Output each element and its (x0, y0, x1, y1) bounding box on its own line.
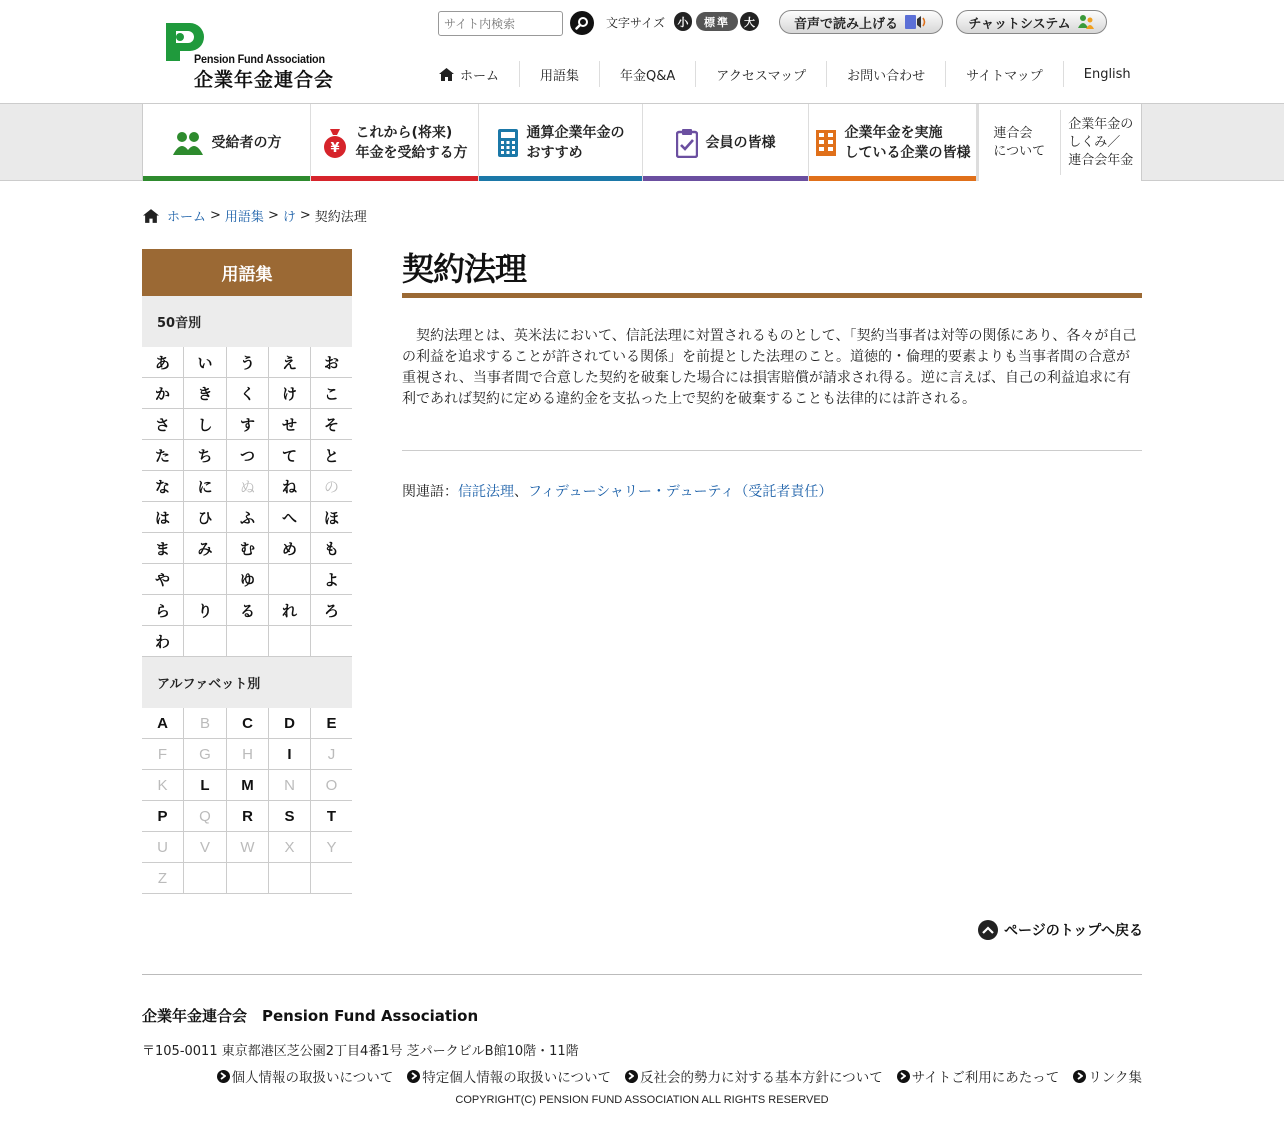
nav-glossary[interactable]: 用語集 (519, 61, 599, 87)
kana-index-heading: 50音別 (142, 296, 352, 347)
alphabet-index-cell[interactable]: A (142, 708, 183, 739)
alphabet-index-cell: H (226, 739, 268, 770)
logo-english-text: Pension Fund Association (194, 52, 325, 66)
related-term-link[interactable]: 信託法理 (458, 484, 514, 500)
kana-index-cell[interactable]: や (142, 564, 183, 595)
kana-index-cell[interactable]: よ (310, 564, 352, 595)
alphabet-index-cell[interactable]: I (268, 739, 310, 770)
breadcrumb-separator: > (299, 208, 311, 223)
kana-index-cell[interactable]: ろ (310, 595, 352, 626)
alphabet-index-cell: N (268, 770, 310, 801)
alphabet-index-cell: Y (310, 832, 352, 863)
main-content (402, 249, 1142, 501)
alphabet-index-empty-cell (226, 863, 268, 894)
kana-index-empty-cell (268, 626, 310, 657)
people-icon (172, 130, 204, 156)
footer-link-label: サイトご利用にあたって (911, 1070, 1060, 1086)
kana-index-cell[interactable]: え (268, 347, 310, 378)
font-size-small-button[interactable]: 小 (674, 12, 692, 31)
alphabet-index-cell: Z (142, 863, 183, 894)
kana-index-cell[interactable]: む (226, 533, 268, 564)
alphabet-index-cell: B (183, 708, 226, 739)
related-terms-separator: 、 (514, 484, 528, 500)
alphabet-index-empty-cell (268, 863, 310, 894)
page-top-link[interactable] (978, 920, 1143, 940)
alphabet-index-cell[interactable]: C (226, 708, 268, 739)
alphabet-index-cell[interactable]: S (268, 801, 310, 832)
alphabet-index-cell: Q (183, 801, 226, 832)
speaker-icon (904, 13, 928, 31)
footer-link-label: 特定個人情報の取扱いについて (422, 1070, 611, 1086)
footer-link-label: リンク集 (1088, 1070, 1142, 1086)
category-tsusan-pension[interactable] (478, 104, 642, 181)
kana-index-cell[interactable]: く (226, 378, 268, 409)
alphabet-index-cell[interactable]: R (226, 801, 268, 832)
chevron-right-icon (1073, 1070, 1086, 1083)
footer-link-specific-privacy[interactable] (407, 1066, 611, 1086)
building-icon (815, 129, 837, 157)
category-future-recipients[interactable] (310, 104, 478, 181)
kana-index-cell[interactable]: な (142, 471, 183, 502)
alphabet-index-cell[interactable]: T (310, 801, 352, 832)
category-color-bar (809, 176, 976, 181)
footer-address: 〒105-0011 東京都港区芝公園2丁目4番1号 芝パークビルB館10階・11階 (142, 1044, 579, 1059)
alphabet-index-cell: U (142, 832, 183, 863)
kana-index-cell[interactable]: ち (183, 440, 226, 471)
category-navigation (0, 104, 1284, 181)
kana-index-cell[interactable]: う (226, 347, 268, 378)
home-icon (439, 68, 454, 81)
kana-index-cell[interactable]: き (183, 378, 226, 409)
breadcrumb-separator: > (210, 208, 221, 223)
kana-index-cell[interactable]: み (183, 533, 226, 564)
alphabet-index-cell: V (183, 832, 226, 863)
related-term-link[interactable]: フィデューシャリー・デューティ（受託者責任） (528, 484, 833, 500)
site-search-input[interactable] (438, 11, 563, 36)
nav-home[interactable] (423, 61, 519, 87)
category-color-bar (311, 176, 478, 181)
alphabet-index-cell: O (310, 770, 352, 801)
kana-index-empty-cell (226, 626, 268, 657)
kana-index-cell[interactable]: も (310, 533, 352, 564)
category-future-recipients-label: これから(将来) 年金を受給する方 (355, 124, 468, 161)
footer-link-privacy[interactable] (217, 1066, 394, 1086)
kana-index-cell[interactable]: そ (310, 409, 352, 440)
kana-index-cell[interactable]: め (268, 533, 310, 564)
category-recipients[interactable] (142, 104, 310, 181)
divider (402, 450, 1142, 451)
breadcrumb-current: 契約法理 (314, 210, 367, 225)
alphabet-index-empty-cell (310, 863, 352, 894)
kana-index-cell[interactable]: に (183, 471, 226, 502)
nav-sitemap[interactable]: サイトマップ (945, 61, 1063, 87)
site-header (0, 0, 1284, 104)
page-top-label: ページのトップへ戻る (1004, 923, 1144, 939)
kana-index-empty-cell (183, 564, 226, 595)
category-members-label: 会員の皆様 (705, 134, 776, 151)
kana-index-cell: の (310, 471, 352, 502)
font-size-large-button[interactable]: 大 (740, 12, 759, 31)
kana-index-cell[interactable]: と (310, 440, 352, 471)
category-color-bar (479, 176, 642, 181)
breadcrumb-letter[interactable]: け (282, 210, 296, 225)
category-companies-label: 企業年金を実施 している企業の皆様 (844, 124, 971, 161)
related-terms-label: 関連語： (402, 484, 458, 500)
font-size-label: 文字サイズ (606, 16, 666, 30)
chevron-right-icon (217, 1070, 230, 1083)
alphabet-index-cell[interactable]: E (310, 708, 352, 739)
chevron-up-icon (978, 920, 998, 940)
kana-index-cell[interactable]: し (183, 409, 226, 440)
kana-index-cell[interactable]: ら (142, 595, 183, 626)
kana-index-cell[interactable]: ま (142, 533, 183, 564)
pension-system-link[interactable]: 企業年金の しくみ／ 連合会年金 (1060, 110, 1142, 175)
alphabet-index-cell[interactable]: P (142, 801, 183, 832)
money-bag-icon (322, 127, 348, 159)
alphabet-index-cell: F (142, 739, 183, 770)
logo-japanese-text: 企業年金連合会 (194, 69, 335, 91)
breadcrumb-separator: > (267, 208, 279, 223)
kana-index-cell[interactable]: つ (226, 440, 268, 471)
search-icon (575, 16, 589, 30)
svg-text:¥: ¥ (329, 140, 340, 156)
footer-links (217, 1066, 1143, 1086)
kana-index-cell[interactable]: こ (310, 378, 352, 409)
kana-index-cell[interactable]: ほ (310, 502, 352, 533)
kana-index-cell[interactable]: さ (142, 409, 183, 440)
alphabet-index-heading: アルファベット別 (142, 657, 352, 708)
related-terms (402, 481, 1142, 501)
kana-index-cell[interactable]: へ (268, 502, 310, 533)
kana-index-cell[interactable]: れ (268, 595, 310, 626)
kana-index-cell[interactable]: か (142, 378, 183, 409)
about-association-link[interactable]: 連合会 について (993, 125, 1046, 159)
kana-index-cell[interactable]: は (142, 502, 183, 533)
category-color-bar (143, 176, 310, 181)
category-color-bar (643, 176, 808, 181)
kana-index-cell[interactable]: ね (268, 471, 310, 502)
page-title: 契約法理 (402, 249, 1142, 298)
alphabet-index-cell[interactable]: M (226, 770, 268, 801)
nav-english[interactable]: English (1063, 61, 1149, 87)
glossary-sidebar (142, 249, 352, 894)
footer-link-terms[interactable] (897, 1066, 1060, 1086)
alphabet-index-cell: J (310, 739, 352, 770)
alphabet-index-cell: W (226, 832, 268, 863)
alphabet-index-cell[interactable]: D (268, 708, 310, 739)
category-companies[interactable] (808, 104, 976, 181)
kana-index-cell[interactable]: け (268, 378, 310, 409)
kana-index-cell: ぬ (226, 471, 268, 502)
footer-link-label: 反社会的勢力に対する基本方針について (639, 1070, 883, 1086)
footer-link-antisocial-policy[interactable] (625, 1066, 883, 1086)
copyright: COPYRIGHT(C) PENSION FUND ASSOCIATION ALL RIGHTS RESERVED (455, 1094, 829, 1106)
voice-reader-label: 音声で読み上げる (793, 16, 898, 32)
category-tsusan-pension-label: 通算企業年金の おすすめ (526, 124, 625, 161)
chevron-right-icon (897, 1070, 910, 1083)
site-logo[interactable] (162, 19, 342, 89)
nav-contact[interactable]: お問い合わせ (826, 61, 945, 87)
nav-home-label: ホーム (460, 68, 500, 84)
kana-index-cell[interactable]: わ (142, 626, 183, 657)
nav-qa[interactable]: 年金Q&A (599, 61, 695, 87)
kana-index-cell[interactable]: す (226, 409, 268, 440)
category-members[interactable] (642, 104, 808, 181)
alphabet-index-cell[interactable]: L (183, 770, 226, 801)
kana-index-cell[interactable]: ひ (183, 502, 226, 533)
breadcrumb-glossary[interactable]: 用語集 (224, 210, 264, 225)
top-navigation (423, 60, 1149, 88)
kana-index-cell[interactable]: い (183, 347, 226, 378)
alphabet-index-grid (142, 708, 352, 894)
kana-index-empty-cell (183, 626, 226, 657)
chat-system-label: チャットシステム (968, 16, 1071, 32)
chat-system-button[interactable] (956, 10, 1107, 34)
sidebar-title: 用語集 (142, 249, 352, 296)
kana-index-cell[interactable]: ゆ (226, 564, 268, 595)
footer-divider (142, 974, 1142, 975)
footer-link-label: 個人情報の取扱いについて (231, 1070, 394, 1086)
kana-index-cell[interactable]: て (268, 440, 310, 471)
kana-index-empty-cell (268, 564, 310, 595)
category-side-links (976, 104, 1142, 181)
home-icon (143, 209, 159, 223)
kana-index-cell[interactable]: せ (268, 409, 310, 440)
alphabet-index-cell: G (183, 739, 226, 770)
category-recipients-label: 受給者の方 (211, 134, 282, 151)
term-definition: 契約法理とは、英米法において、信託法理に対置されるものとして、「契約当事者は対等の関係にあり、各々が自己の利益を追求することが許されている関係」を前提とした法理のこと。道徳的・倫理的要素よりも当事者間の合意が重視され、当事者間で合意した契約を破棄した場合には損害賠償が請求され得る。逆に言えば、自己の利益追求に有利であれば契約に定める違約金を支払った上で契約を破棄することも法律的には許される。 (402, 328, 1137, 407)
kana-index-cell[interactable]: る (226, 595, 268, 626)
kana-index-cell[interactable]: た (142, 440, 183, 471)
alphabet-index-empty-cell (183, 863, 226, 894)
alphabet-index-cell: K (142, 770, 183, 801)
kana-index-cell[interactable]: お (310, 347, 352, 378)
kana-index-grid (142, 347, 352, 657)
breadcrumb-home[interactable]: ホーム (167, 210, 207, 225)
footer-org-name: 企業年金連合会 Pension Fund Association (142, 1007, 479, 1025)
kana-index-empty-cell (310, 626, 352, 657)
font-size-standard-button[interactable]: 標準 (696, 12, 738, 31)
search-button[interactable] (570, 11, 594, 35)
chevron-right-icon (407, 1070, 420, 1083)
kana-index-cell[interactable]: り (183, 595, 226, 626)
breadcrumb (143, 206, 367, 225)
nav-access-map[interactable]: アクセスマップ (695, 61, 826, 87)
people-icon (1077, 14, 1095, 30)
footer-link-links[interactable] (1073, 1066, 1142, 1086)
chevron-right-icon (625, 1070, 638, 1083)
kana-index-cell[interactable]: あ (142, 347, 183, 378)
calculator-icon (497, 128, 519, 158)
alphabet-index-cell: X (268, 832, 310, 863)
voice-reader-button[interactable] (779, 10, 943, 34)
kana-index-cell[interactable]: ふ (226, 502, 268, 533)
checklist-icon (676, 128, 698, 158)
